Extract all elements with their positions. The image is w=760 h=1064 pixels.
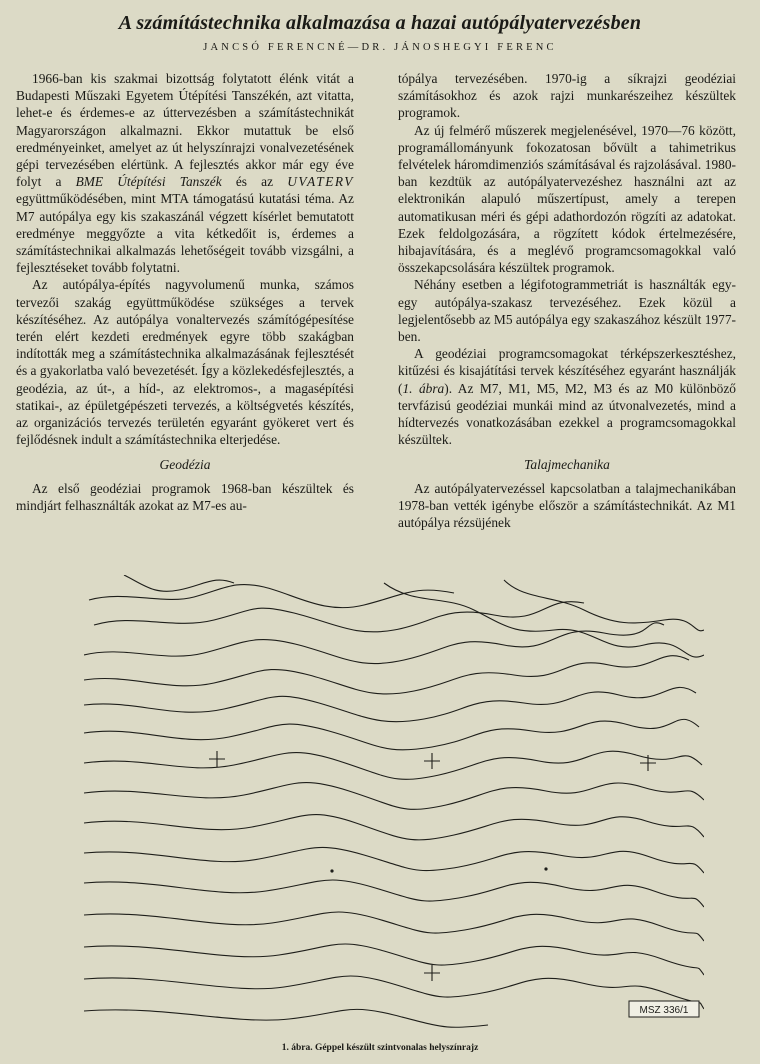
right-column <box>398 70 736 531</box>
article-authors: JANCSÓ FERENCNÉ—DR. JÁNOSHEGYI FERENC <box>203 42 557 53</box>
figure-caption: 1. ábra. Géppel készült szintvonalas helyszínrajz <box>281 1043 479 1053</box>
paragraph: tópálya tervezésében. 1970-ig a síkrajzi geodéziai számításokhoz és azok rajzi munkarészeihez készültek programok. <box>398 71 736 121</box>
paragraph: Az új felmérő műszerek megjelenésével, 1970—76 között, programállományunk fokozatosan bővült a tahimetrikus felvételek háromdimenziós számításával és rajzolásával. 1980-ban kezdtük az autópályatervezéshez használni azt az elektronikán alapuló műszertípust, amely a terepen automatikusan méri és gépi adathordozón rögzíti az adatokat. Ezek feldolgozására, a rögzített kódok értelmezésére, hibajavítására, és a meglévő programcsomagokkal való összekapcsolására készültek programok. <box>398 122 736 276</box>
contour-lines <box>84 575 704 1027</box>
paragraph <box>398 345 736 448</box>
section-heading-geodezia: Geodézia <box>159 457 211 473</box>
article-title: A számítástechnika alkalmazása a hazai autópályatervezésben <box>118 12 642 34</box>
survey-point <box>330 869 333 872</box>
survey-point <box>544 867 547 870</box>
cross-marker <box>209 751 225 767</box>
section-heading-talajmechanika: Talajmechanika <box>524 457 610 473</box>
figure-reference: 1. ábra <box>402 380 445 396</box>
organization-name: UVATERV <box>287 174 354 190</box>
survey-cross-markers <box>209 751 656 981</box>
paragraph <box>16 70 354 276</box>
institution-name: BME Útépítési Tanszék <box>75 174 222 190</box>
cross-marker <box>640 755 656 771</box>
text-span: 1966-ban kis szakmai bizottság folytatott élénk vitát a Budapesti Műszaki Egyetem Útépítési Tanszékén, azt vitatta, lehet-e és érdemes-e az úttervezésben a számítástechnikát Magyarországon alkalmazni. Ekkor mutattuk be első eredményeinket, amelyet az út helyszínrajzi vonalvezetésének gépi tervezésében elértünk. A fejlesztés akkor már egy éve folyt a <box>16 71 354 190</box>
left-column <box>16 70 354 514</box>
text-span: A geodéziai programcsomagokat térképszerkesztéshez, kitűzési és kisajátítási tervek készítéséhez egyaránt használják ( <box>398 346 736 396</box>
contour-map-figure <box>84 575 704 1030</box>
text-span: ). Az M7, M1, M5, M2, M3 és az M0 különböző tervfázisú geodéziai munkái mind az útvonalvezetés, mind a hídtervezés vonatkozásában ezekkel a programcsomagokkal készültek. <box>398 380 736 448</box>
paragraph: Az autópályatervezéssel kapcsolatban a talajmechanikában 1978-ban vették igénybe először a számítástechnikát. Az M1 autópálya rézsüjének <box>398 480 736 531</box>
text-span: együttműködésében, mint MTA támogatású kutatási téma. Az M7 autópálya egy kis szakaszánál végzett kísérlet bemutatott eredménye meggyőzte a vita kétkedőit is, érdemes a számítástechnikai alkalmazás lehetőségeit tovább vizsgálni, a fejlesztéseket tovább folytatni. <box>16 191 354 276</box>
cross-marker <box>424 753 440 769</box>
stamp-label: MSZ 336/1 <box>639 1005 689 1016</box>
cross-marker <box>424 965 440 981</box>
stamp-box <box>629 1001 699 1017</box>
paragraph: Az első geodéziai programok 1968-ban készültek és mindjárt felhasználták azokat az M7-es au- <box>16 480 354 513</box>
paragraph: Néhány esetben a légifotogrammetriát is használták egy-egy autópálya-szakasz tervezéséhez. Ezek közül a legjelentősebb az M5 autópálya egy szakaszához készült 1977-ben. <box>398 277 736 345</box>
paragraph: Az autópálya-építés nagyvolumenű munka, számos tervezői szakág együttműködése szükséges a tervek készítéséhez. Az autópálya vonaltervezés számítógépesítése terén elért kezdeti eredmények egyre több szakágban indították meg a számítástechnika alkalmazásának fejlesztését és a gyakorlatba való bevezetését. Így a közlekedésfejlesztés, a geodézia, az út-, a híd-, az elektromos-, a magasépítési statikai-, az épületgépészeti tervezés, a költségvetés készítés, az organizációs tervezés területén egyaránt gyökeret vert és fejlődésnek indult a számítástechnika elterjedése. <box>16 277 354 448</box>
text-span: és az <box>221 174 288 190</box>
